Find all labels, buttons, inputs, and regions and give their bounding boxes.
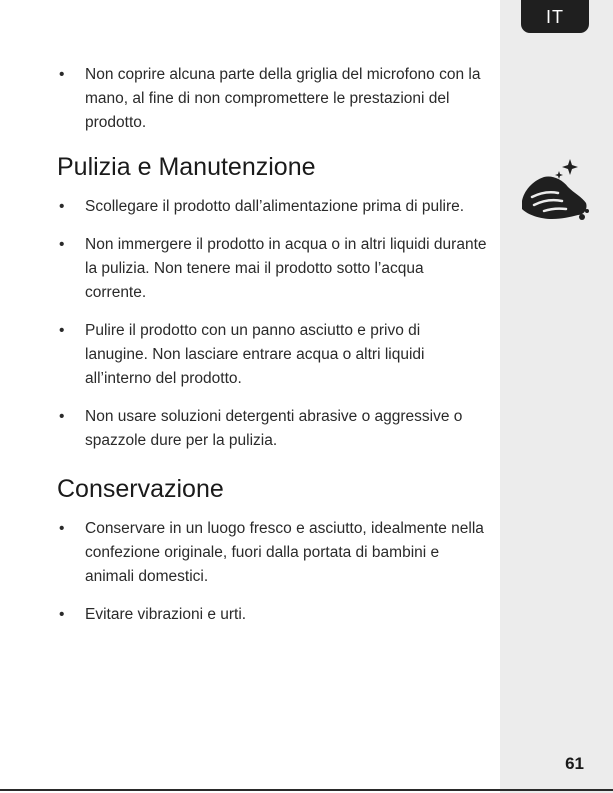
page-number: 61 (565, 754, 584, 773)
storage-list (57, 517, 487, 627)
list-item (57, 517, 487, 589)
list-item-text: Scollegare il prodotto dall’alimentazione prima di pulire. (85, 198, 465, 215)
cleaning-list (57, 195, 487, 453)
list-item-text: Evitare vibrazioni e urti. (85, 606, 247, 623)
bullet-icon: • (59, 520, 65, 537)
list-item (57, 233, 487, 305)
list-item-text: Non immergere il prodotto in acqua o in altri liquidi durante la pulizia. Non tenere mai il prodotto sotto l’acqua corrente. (85, 236, 487, 301)
section-title-cleaning: Pulizia e Manutenzione (57, 153, 316, 181)
bullet-icon: • (59, 408, 65, 425)
list-item-text: Conservare in un luogo fresco e asciutto, idealmente nella confezione originale, fuori dalla portata di bambini e animali domestici. (85, 520, 484, 585)
list-item (57, 405, 487, 453)
list-item (57, 63, 487, 135)
list-item (57, 603, 487, 627)
list-item (57, 319, 487, 391)
list-item-text: Pulire il prodotto con un panno asciutto e privo di lanugine. Non lasciare entrare acqua o altri liquidi all’interno del prodotto. (85, 322, 425, 387)
section-title-storage: Conservazione (57, 475, 224, 503)
bullet-icon: • (59, 66, 65, 83)
bullet-icon: • (59, 606, 65, 623)
intro-list (57, 63, 487, 135)
bullet-icon: • (59, 322, 65, 339)
bullet-icon: • (59, 236, 65, 253)
list-item-text: Non usare soluzioni detergenti abrasive o aggressive o spazzole dure per la pulizia. (85, 408, 463, 449)
list-item (57, 195, 487, 219)
list-item-text: Non coprire alcuna parte della griglia del microfono con la mano, al fine di non compromettere le prestazioni del prodotto. (85, 66, 481, 131)
language-badge: IT (521, 0, 589, 33)
bottom-divider (0, 789, 613, 791)
sidebar (500, 0, 613, 793)
bullet-icon: • (59, 198, 65, 215)
cleaning-hand-icon (518, 157, 592, 225)
main-content (57, 63, 487, 641)
